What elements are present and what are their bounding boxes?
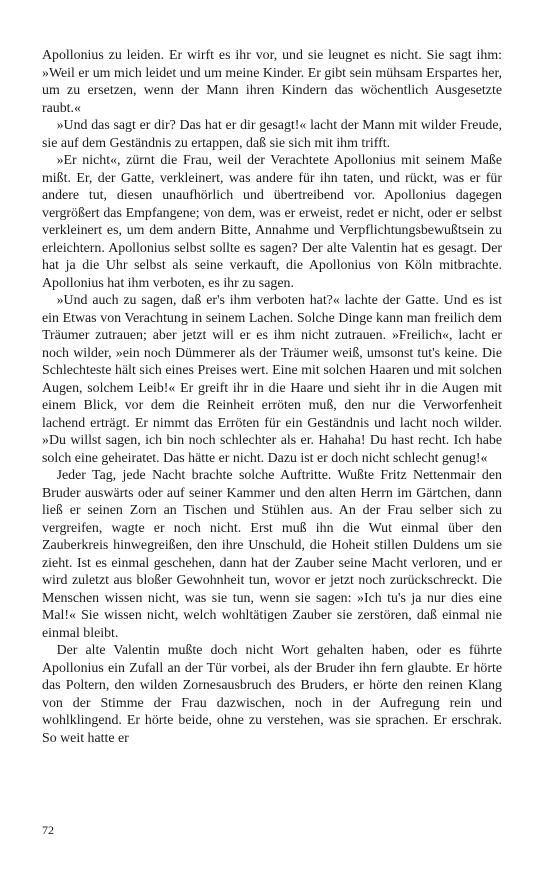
page-number: 72 xyxy=(42,823,54,837)
paragraph: Jeder Tag, jede Nacht brachte solche Auftritte. Wußte Fritz Nettenmair den Bruder auswärts oder auf seiner Kammer und den alten Herrn im Gärtchen, dann ließ er seinen Zorn an Tischen und Stühlen aus. An der Frau selber sich zu vergreifen, wagte er noch nicht. Erst muß ihn die Wut einmal über den Zauberkreis hinwegreißen, den ihre Unschuld, die Hoheit stillen Duldens um sie zieht. Ist es einmal geschehen, dann hat der Zauber seine Macht verloren, und er wird zuletzt aus bloßer Gewohnheit tun, wovor er jetzt noch zurückschreckt. Die Menschen wissen nicht, was sie tun, wenn sie sagen: »Ich tu's ja nur dies eine Mal!« Sie wissen nicht, welch wohltätigen Zauber sie zerstören, daß einmal nie einmal bleibt. xyxy=(42,468,502,641)
paragraph: Apollonius zu leiden. Er wirft es ihr vor, und sie leugnet es nicht. Sie sagt ihm: »Weil er um mich leidet und um meine Kinder. Er gibt sein mühsam Erspartes her, um zu ersetzen, wenn der Mann ihren Kindern das wöchentlich Ausgesetzte raubt.« xyxy=(42,48,502,116)
paragraph: »Er nicht«, zürnt die Frau, weil der Verachtete Apollonius mit seinem Maße mißt. Er, der Gatte, verkleinert, was andere für ihn taten, und rückt, was er für andere tut, diesen unaufhörlich und übertreibend vor. Apollonius dagegen vergrößert das Empfangene; von dem, was er erweist, redet er nicht, oder er selbst verkleinert es, um dem andern Bitte, Annahme und Verpflichtungsbewußtsein zu erleichtern. Apollonius selbst sollte es sagen? Der alte Valentin hat es gesagt. Der hat ja die Uhr selbst als seine verkauft, die Apollonius von Köln mitbrachte. Apollonius hat ihm verboten, es ihr zu sagen. xyxy=(42,153,502,291)
paragraph: »Und das sagt er dir? Das hat er dir gesagt!« lacht der Mann mit wilder Freude, sie auf dem Geständnis zu ertappen, daß sie sich mit ihm trifft. xyxy=(42,118,502,151)
paragraph: »Und auch zu sagen, daß er's ihm verboten hat?« lachte der Gatte. Und es ist ein Etwas von Verachtung in seinem Lachen. Solche Dinge kann man freilich dem Träumer zutrauen; aber jetzt will er es ihm nicht zutrauen. »Freilich«, lacht er noch wilder, »ein noch Dümmerer als der Träumer weiß, umsonst tut's keine. Die Schlechteste hält sich eines Preises wert. Eine mit solchen Haaren und mit solchen Augen, solchem Leib!« Er greift ihr in die Haare und sieht ihr in die Augen mit einem Blick, vor dem die Reinheit erröten muß, den nur die Verworfenheit lachend erträgt. Er nimmt das Erröten für ein Geständnis und lacht noch wilder. »Du willst sagen, ich bin noch schlechter als er. Hahaha! Du hast recht. Ich habe solch eine geheiratet. Das hätte er nicht. Dazu ist er doch nicht schlecht genug!« xyxy=(42,293,502,466)
paragraph: Der alte Valentin mußte doch nicht Wort gehalten haben, oder es führte Apollonius ein Zufall an der Tür vorbei, als der Bruder ihn fern glaubte. Er hörte das Poltern, den wilden Zornesausbruch des Bruders, er hörte den reinen Klang von der Stimme der Frau dazwischen, noch in der Aufregung rein und wohlklingend. Er hörte beide, ohne zu verstehen, was sie sprachen. Er erschrak. So weit hatte er xyxy=(42,643,502,746)
page-body xyxy=(42,47,502,747)
